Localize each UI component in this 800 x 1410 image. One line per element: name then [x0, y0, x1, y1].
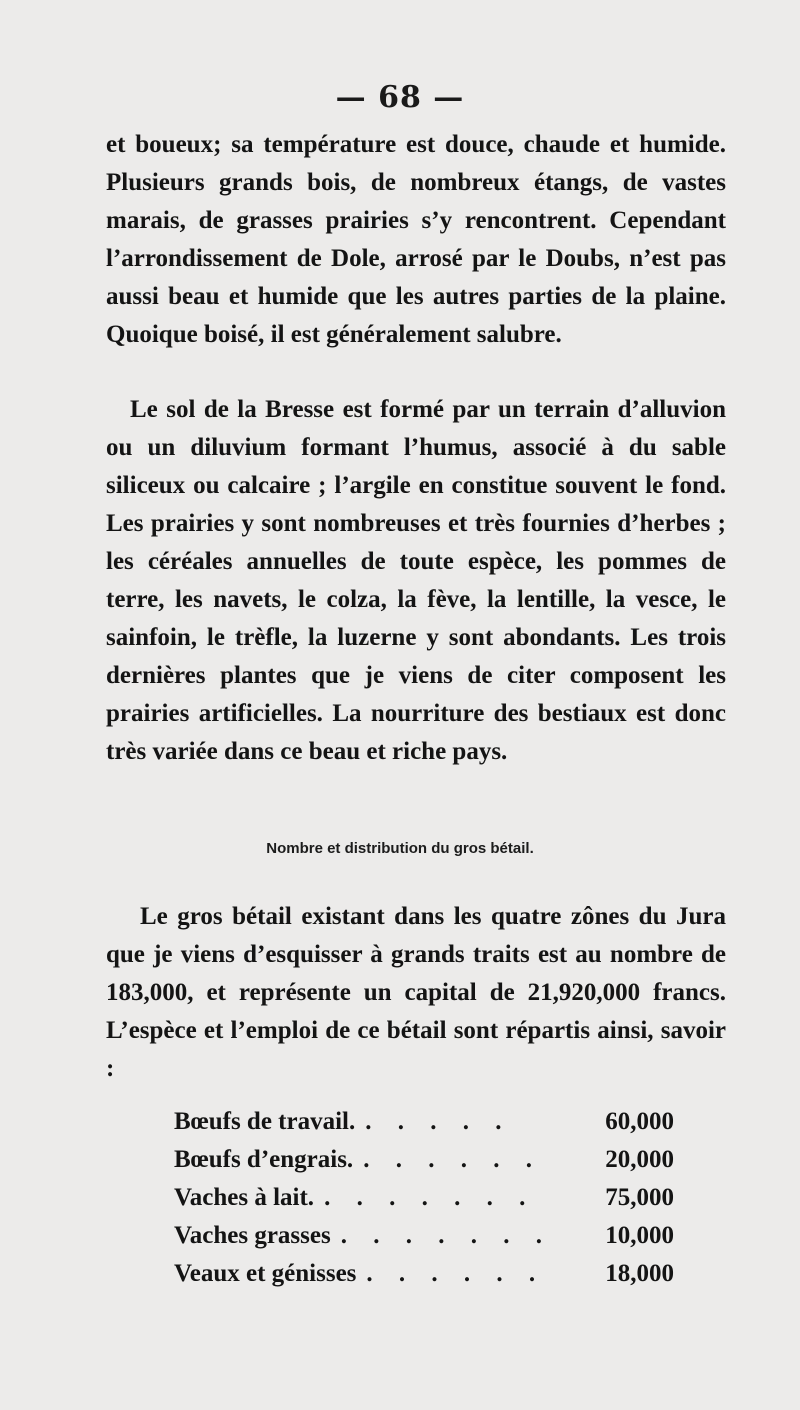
paragraph-1: [106, 126, 726, 354]
livestock-list: [174, 1108, 674, 1298]
list-item: [174, 1222, 674, 1260]
livestock-count: 10,000: [605, 1222, 674, 1249]
dot-leader: . . . . . . .: [340, 1222, 552, 1249]
livestock-count: 75,000: [605, 1184, 674, 1211]
list-item: [174, 1108, 674, 1146]
livestock-count: 18,000: [605, 1260, 674, 1287]
livestock-label: Bœufs de travail.: [174, 1108, 356, 1135]
dot-leader: . . . . . .: [363, 1146, 542, 1173]
paragraph-2: [106, 391, 726, 771]
livestock-count: 60,000: [605, 1108, 674, 1135]
list-item: [174, 1260, 674, 1298]
section-title: Nombre et distribution du gros bétail.: [266, 840, 534, 857]
livestock-label: Vaches à lait.: [174, 1184, 315, 1211]
livestock-label: Veaux et génisses: [174, 1260, 357, 1287]
livestock-label: Bœufs d’engrais.: [174, 1146, 354, 1173]
paragraph-1-text: et boueux; sa température est douce, chaude et humide. Plusieurs grands bois, de nombreux étangs, de vastes marais, de grasses prairies s’y rencontrent. Cependant l’arrondissement de Dole, arrosé par le Doubs, n’est pas aussi beau et humide que les autres parties de la plaine. Quoique boisé, il est généralement salubre.: [106, 131, 726, 348]
dot-leader: . . . . . . .: [324, 1184, 536, 1211]
list-item: [174, 1184, 674, 1222]
livestock-count: 20,000: [605, 1146, 674, 1173]
paragraph-3-text: Le gros bétail existant dans les quatre zônes du Jura que je viens d’esquisser à grands traits est au nombre de 183,000, et représente un capital de 21,920,000 francs. L’espèce et l’emploi de ce bétail sont répartis ainsi, savoir :: [106, 903, 726, 1082]
list-item: [174, 1146, 674, 1184]
dot-leader: . . . . . .: [366, 1260, 546, 1287]
livestock-label: Vaches grasses: [174, 1222, 331, 1249]
paragraph-2-text: Le sol de la Bresse est formé par un terrain d’alluvion ou un diluvium formant l’humus, associé à du sable siliceux ou calcaire ; l’argile en constitue souvent le fond. Les prairies y sont nombreuses et très fournies d’herbes ; les céréales annuelles de toute espèce, les pommes de terre, les navets, le colza, la fève, la lentille, la vesce, le sainfoin, le trèfle, la luzerne y sont abondants. Les trois dernières plantes que je viens de citer composent les prairies artificielles. La nourriture des bestiaux est donc très variée dans ce beau et riche pays.: [106, 396, 726, 765]
dot-leader: . . . . .: [365, 1108, 512, 1135]
page-number: — 68 —: [335, 80, 465, 115]
paragraph-3: [106, 898, 726, 1088]
